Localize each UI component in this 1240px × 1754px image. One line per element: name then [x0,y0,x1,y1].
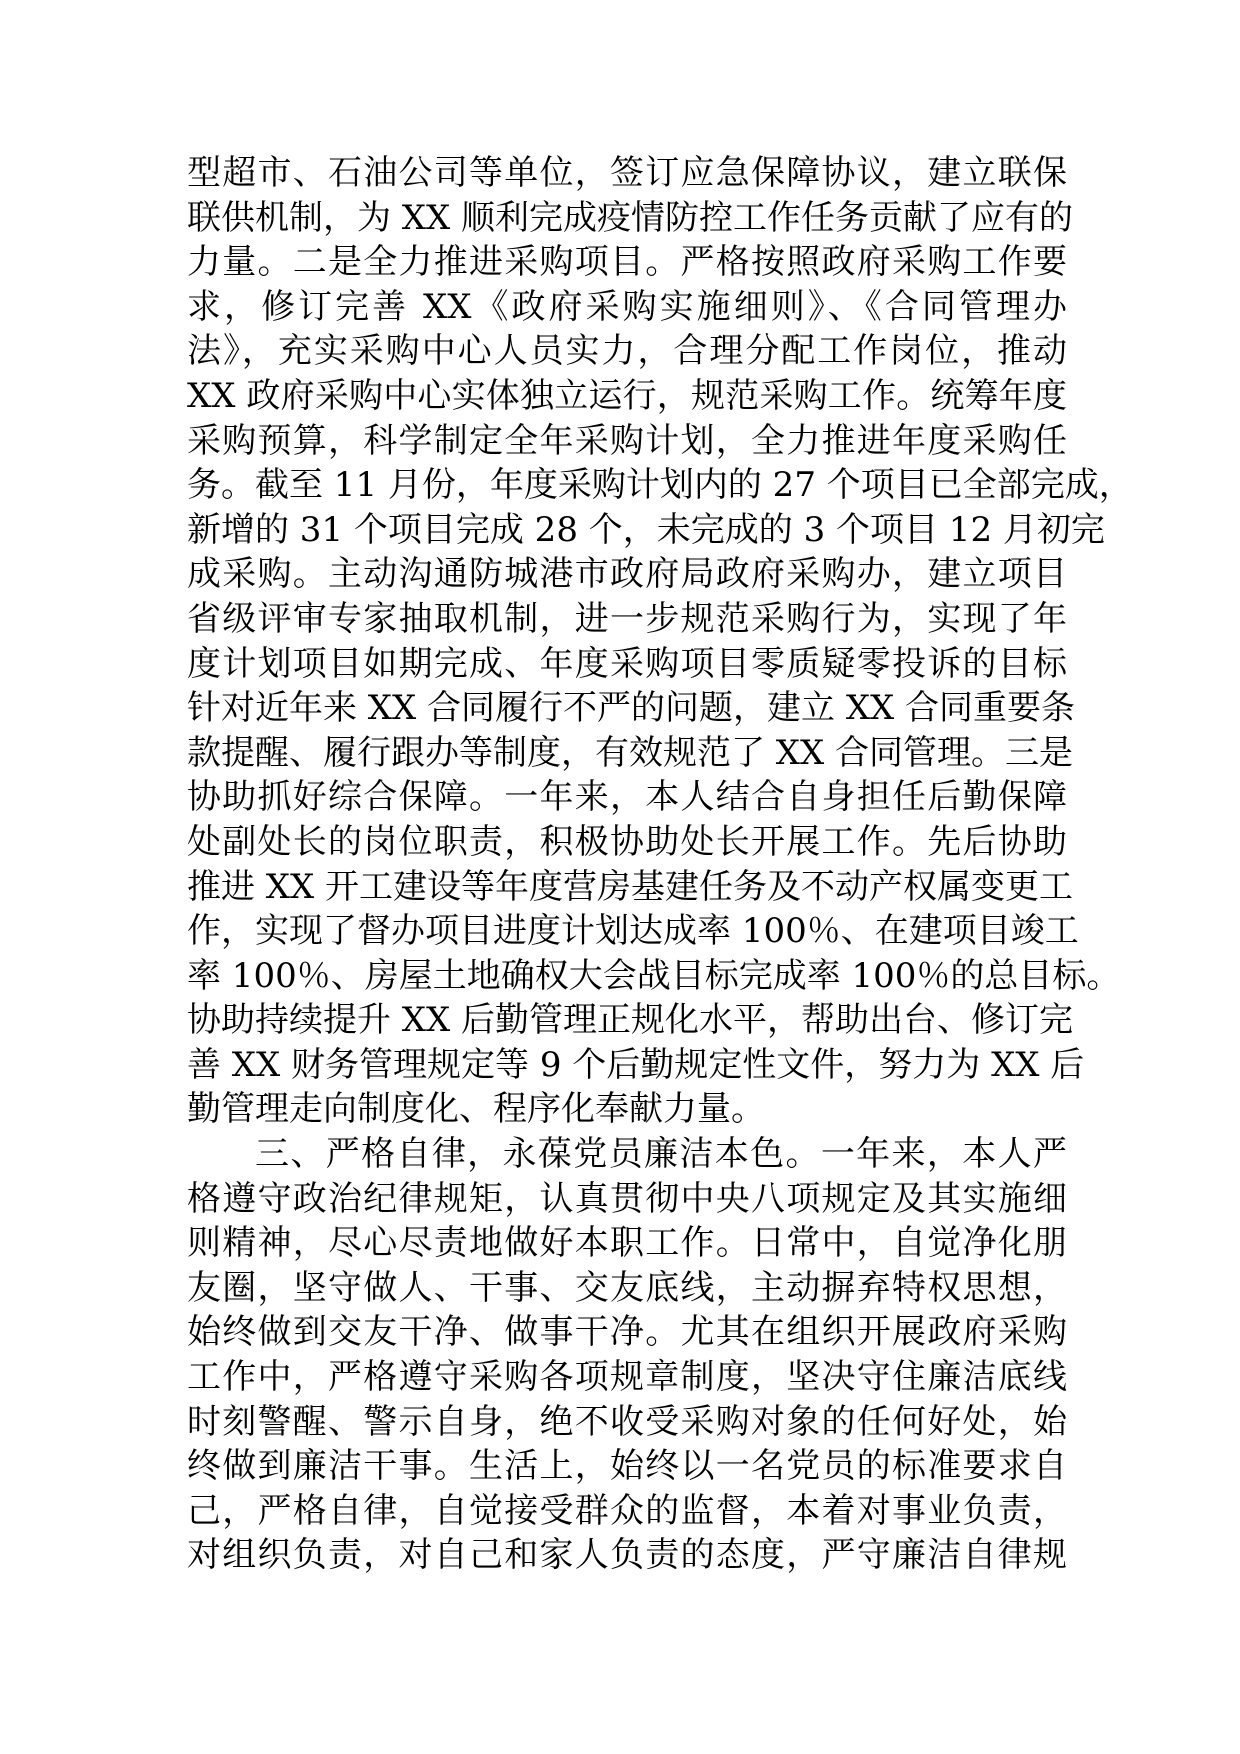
text-line: 格遵守政治纪律规矩，认真贯彻中央八项规定及其实施细 [187,1178,1067,1219]
text-line: 工作中，严格遵守采购各项规章制度，坚决守住廉洁底线 [187,1357,1067,1398]
text-line: 务。截至 11 月份，年度采购计划内的 27 个项目已全部完成， [187,465,1133,506]
text-line: 新增的 31 个项目完成 28 个，未完成的 3 个项目 12 月初完 [187,509,1105,550]
text-line: 法》，充实采购中心人员实力，合理分配工作岗位，推动 [187,331,1067,372]
text-line: 作，实现了督办项目进度计划达成率 100％、在建项目竣工 [187,911,1079,952]
paragraph [187,1132,1067,1578]
text-line: 协助持续提升 XX 后勤管理正规化水平，帮助出台、修订完 [187,1000,1074,1041]
text-line: 始终做到交友干净、做事干净。尤其在组织开展政府采购 [187,1312,1067,1353]
document-body [187,151,1133,1578]
text-line: 三、严格自律，永葆党员廉洁本色。一年来，本人严 [255,1134,1067,1175]
text-line: 则精神，尽心尽责地做好本职工作。日常中，自觉净化朋 [187,1223,1067,1264]
text-line: 成采购。主动沟通防城港市政府局政府采购办，建立项目 [187,554,1067,595]
text-line: 款提醒、履行跟办等制度，有效规范了 XX 合同管理。三是 [187,732,1074,773]
text-line: 终做到廉洁干事。生活上，始终以一名党员的标准要求自 [187,1446,1067,1487]
text-line: 时刻警醒、警示自身，绝不收受采购对象的任何好处，始 [187,1401,1067,1442]
text-line: XX 政府采购中心实体独立运行，规范采购工作。统筹年度 [187,375,1067,416]
text-line: 省级评审专家抽取机制，进一步规范采购行为，实现了年 [187,598,1067,639]
text-line: 善 XX 财务管理规定等 9 个后勤规定性文件，努力为 XX 后 [187,1044,1085,1085]
text-line: 协助抓好综合保障。一年来，本人结合自身担任后勤保障 [187,777,1067,818]
text-line: 度计划项目如期完成、年度采购项目零质疑零投诉的目标 [187,643,1067,684]
text-line: 推进 XX 开工建设等年度营房基建任务及不动产权属变更工 [187,866,1074,907]
text-line: 求，修订完善 XX《政府采购实施细则》、《合同管理办 [187,286,1067,327]
text-line: 采购预算，科学制定全年采购计划，全力推进年度采购任 [187,420,1067,461]
text-line: 率 100％、房屋土地确权大会战目标完成率 100％的总目标。 [187,955,1121,996]
text-line: 力量。二是全力推进采购项目。严格按照政府采购工作要 [187,242,1067,283]
text-line: 己，严格自律，自觉接受群众的监督，本着对事业负责， [187,1490,1067,1531]
text-line: 联供机制，为 XX 顺利完成疫情防控工作任务贡献了应有的 [187,197,1074,238]
text-line: 针对近年来 XX 合同履行不严的问题，建立 XX 合同重要条 [187,688,1076,729]
text-line: 型超市、石油公司等单位，签订应急保障协议，建立联保 [187,153,1067,193]
paragraph [187,151,1133,1132]
text-line: 勤管理走向制度化、程序化奉献力量。 [187,1089,765,1130]
text-line: 友圈，坚守做人、干事、交友底线，主动摒弃特权思想， [187,1267,1067,1308]
text-line: 对组织负责，对自己和家人负责的态度，严守廉洁自律规 [187,1535,1067,1576]
text-line: 处副处长的岗位职责，积极协助处长开展工作。先后协助 [187,821,1067,862]
